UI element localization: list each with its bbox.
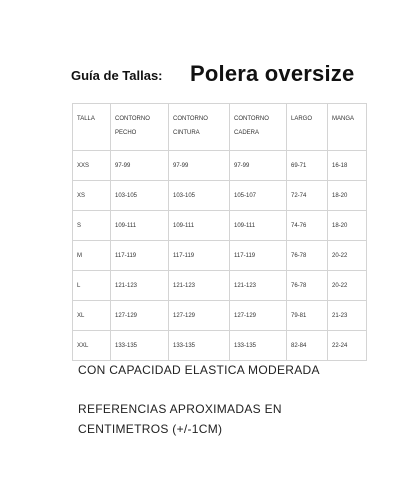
table-cell: 76-78 <box>287 241 328 271</box>
header-manga <box>328 104 367 151</box>
table-cell: 20-22 <box>328 241 367 271</box>
header-label: LARGO <box>291 116 313 122</box>
table-cell: 121-123 <box>111 271 169 301</box>
header-sublabel: CINTURA <box>173 130 200 136</box>
table-cell: 21-23 <box>328 301 367 331</box>
table-cell-size: XS <box>73 181 111 211</box>
table-cell: 69-71 <box>287 151 328 181</box>
table-cell: 109-111 <box>230 211 287 241</box>
table-cell: 109-111 <box>111 211 169 241</box>
header-talla <box>73 104 111 151</box>
table-cell: 20-22 <box>328 271 367 301</box>
table-cell-size: L <box>73 271 111 301</box>
table-cell-size: XXL <box>73 331 111 361</box>
table-cell: 117-119 <box>169 241 230 271</box>
table-row <box>73 151 367 181</box>
table-cell: 72-74 <box>287 181 328 211</box>
table-cell-size: XL <box>73 301 111 331</box>
table-cell-size: M <box>73 241 111 271</box>
table-cell: 133-135 <box>111 331 169 361</box>
table-cell: 103-105 <box>169 181 230 211</box>
size-guide-label: Guía de Tallas: <box>71 68 163 83</box>
header-largo <box>287 104 328 151</box>
table-row <box>73 301 367 331</box>
size-table <box>72 103 367 361</box>
table-cell: 97-99 <box>169 151 230 181</box>
table-cell: 103-105 <box>111 181 169 211</box>
table-cell: 121-123 <box>230 271 287 301</box>
table-cell: 97-99 <box>111 151 169 181</box>
header-label: CONTORNO <box>234 116 269 122</box>
table-cell: 117-119 <box>111 241 169 271</box>
table-cell: 97-99 <box>230 151 287 181</box>
table-cell: 76-78 <box>287 271 328 301</box>
table-row <box>73 331 367 361</box>
header-contorno-cintura <box>169 104 230 151</box>
table-cell: 18-20 <box>328 181 367 211</box>
table-row <box>73 181 367 211</box>
header-sublabel: CADERA <box>234 130 260 136</box>
table-cell: 121-123 <box>169 271 230 301</box>
table-cell: 127-129 <box>169 301 230 331</box>
table-row <box>73 241 367 271</box>
table-cell: 74-76 <box>287 211 328 241</box>
header-label: TALLA <box>77 116 95 122</box>
table-cell: 133-135 <box>230 331 287 361</box>
table-cell: 82-84 <box>287 331 328 361</box>
elasticity-note: CON CAPACIDAD ELASTICA MODERADA <box>78 363 320 377</box>
header-contorno-cadera <box>230 104 287 151</box>
table-cell: 127-129 <box>111 301 169 331</box>
header-sublabel: PECHO <box>115 130 137 136</box>
reference-note: REFERENCIAS APROXIMADAS EN CENTIMETROS (+/-1CM) <box>78 402 282 436</box>
table-cell: 133-135 <box>169 331 230 361</box>
table-row <box>73 271 367 301</box>
header-label: CONTORNO <box>115 116 150 122</box>
header-contorno-pecho <box>111 104 169 151</box>
table-cell-size: XXS <box>73 151 111 181</box>
table-cell: 117-119 <box>230 241 287 271</box>
table-cell-size: S <box>73 211 111 241</box>
table-cell: 127-129 <box>230 301 287 331</box>
table-row <box>73 211 367 241</box>
table-header-row <box>73 104 367 151</box>
table-cell: 16-18 <box>328 151 367 181</box>
table-cell: 18-20 <box>328 211 367 241</box>
product-title: Polera oversize <box>190 61 355 86</box>
table-cell: 109-111 <box>169 211 230 241</box>
header-label: CONTORNO <box>173 116 208 122</box>
table-cell: 22-24 <box>328 331 367 361</box>
table-cell: 79-81 <box>287 301 328 331</box>
header-label: MANGA <box>332 116 355 122</box>
table-cell: 105-107 <box>230 181 287 211</box>
